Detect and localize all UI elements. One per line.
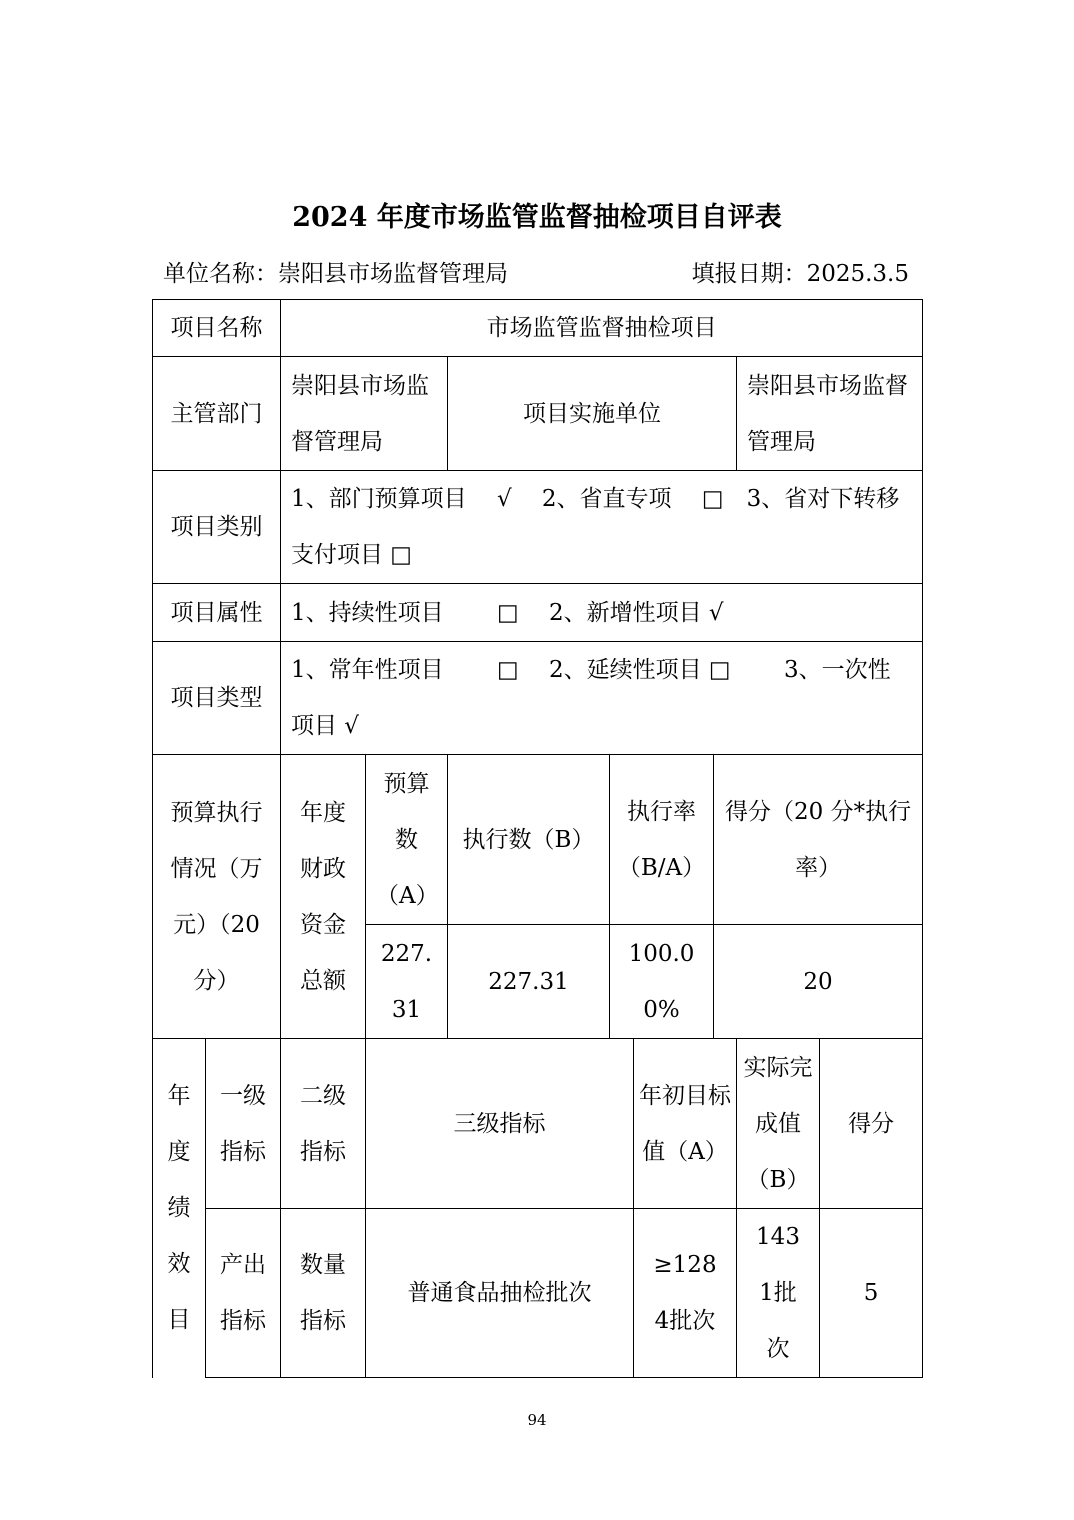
row-type — [153, 642, 923, 755]
budget-section-label: 预算执行情况（万元）（20分） — [153, 755, 281, 1039]
department-label: 主管部门 — [153, 357, 281, 471]
level3-indicator-header: 三级指标 — [366, 1039, 634, 1209]
project-name-value: 市场监管监督抽检项目 — [281, 300, 923, 357]
executed-amount-header: 执行数（B） — [448, 755, 610, 925]
type-label: 项目类型 — [153, 642, 281, 755]
actual-value-header: 实际完成值（B） — [737, 1039, 820, 1209]
row-performance-item — [153, 1209, 923, 1378]
implementing-unit-value: 崇阳县市场监督管理局 — [737, 357, 923, 471]
attribute-options: 1、持续性项目 □ 2、新增性项目 √ — [281, 584, 923, 642]
row-department — [153, 357, 923, 471]
annual-target-header: 年初目标值（A） — [634, 1039, 737, 1209]
level3-indicator-value: 普通食品抽检批次 — [366, 1209, 634, 1378]
row-category — [153, 471, 923, 584]
level2-indicator-value: 数量指标 — [281, 1209, 366, 1378]
unit-name-line: 单位名称：崇阳县市场监督管理局 — [163, 261, 508, 287]
level1-indicator-header: 一级指标 — [206, 1039, 281, 1209]
row-attribute — [153, 584, 923, 642]
page-number: 94 — [527, 1411, 547, 1429]
project-name-label: 项目名称 — [153, 300, 281, 357]
document-title: 2024 年度市场监管监督抽检项目自评表 — [292, 202, 782, 233]
category-options: 1、部门预算项目 √ 2、省直专项 □ 3、省对下转移支付项目 □ — [281, 471, 923, 584]
executed-amount-value: 227.31 — [448, 925, 610, 1039]
row-project-name — [153, 300, 923, 357]
budget-amount-value: 227.31 — [366, 925, 448, 1039]
actual-value: 1431批次 — [737, 1209, 820, 1378]
performance-score-value: 5 — [820, 1209, 923, 1378]
annual-target-value: ≥1284批次 — [634, 1209, 737, 1378]
self-evaluation-table — [152, 299, 923, 1378]
fill-date-line: 填报日期：2025.3.5 — [691, 261, 909, 287]
fund-total-label: 年度财政资金总额 — [281, 755, 366, 1039]
execution-rate-header: 执行率（B/A） — [610, 755, 714, 925]
performance-section-label: 年度绩效目 — [153, 1039, 206, 1378]
budget-score-value: 20 — [714, 925, 923, 1039]
type-options: 1、常年性项目 □ 2、延续性项目 □ 3、一次性项目 √ — [281, 642, 923, 755]
budget-amount-header: 预算数（A） — [366, 755, 448, 925]
row-budget-header — [153, 755, 923, 925]
implementing-unit-label: 项目实施单位 — [448, 357, 737, 471]
level1-indicator-value: 产出指标 — [206, 1209, 281, 1378]
level2-indicator-header: 二级指标 — [281, 1039, 366, 1209]
row-performance-header — [153, 1039, 923, 1209]
performance-score-header: 得分 — [820, 1039, 923, 1209]
department-value: 崇阳县市场监督管理局 — [281, 357, 448, 471]
budget-score-header: 得分（20 分*执行率） — [714, 755, 923, 925]
attribute-label: 项目属性 — [153, 584, 281, 642]
category-label: 项目类别 — [153, 471, 281, 584]
execution-rate-value: 100.00% — [610, 925, 714, 1039]
